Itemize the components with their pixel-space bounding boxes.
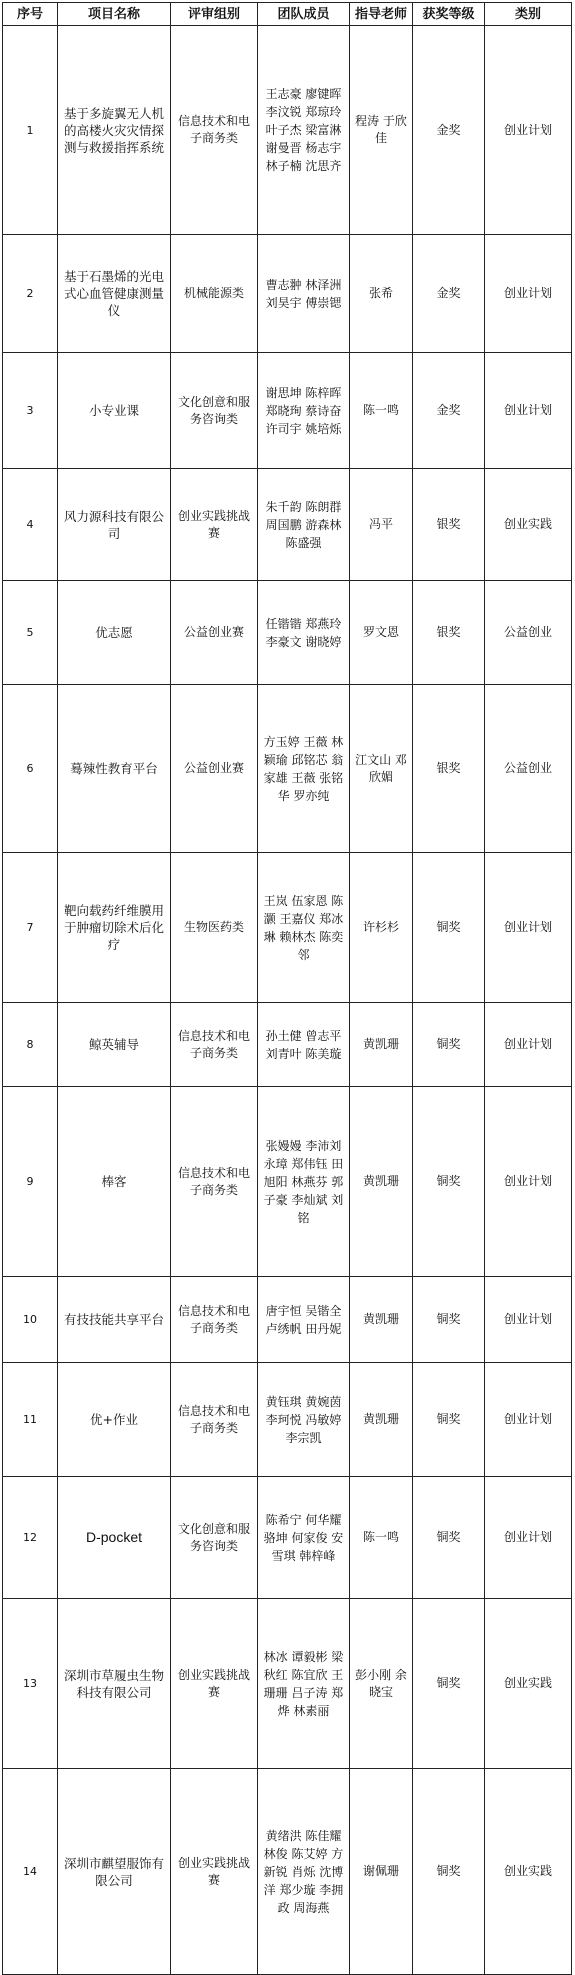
cell-group: 创业实践挑战赛: [171, 469, 258, 581]
cell-category: 创业计划: [485, 1477, 572, 1599]
cell-index: 2: [3, 235, 58, 353]
cell-category: 创业计划: [485, 353, 572, 469]
table-row: [3, 1277, 572, 1363]
cell-group: 信息技术和电子商务类: [171, 1363, 258, 1477]
cell-team: 朱千韵 陈朗群 周国鹏 游森林 陈盛强: [258, 469, 350, 581]
cell-team: 王岚 伍家恩 陈灏 王嘉仪 郑冰琳 赖林杰 陈奕邻: [258, 853, 350, 1003]
header-team: 团队成员: [258, 3, 350, 26]
cell-team: 谢思坤 陈梓晖 郑晓珣 蔡诗奋 许司宇 姚培烁: [258, 353, 350, 469]
cell-advisor: 陈一鸣: [350, 1477, 413, 1599]
cell-advisor: 冯平: [350, 469, 413, 581]
cell-index: 8: [3, 1003, 58, 1087]
cell-award: 银奖: [413, 469, 485, 581]
cell-team: 曹志翀 林泽洲 刘昊宇 傅崇锶: [258, 235, 350, 353]
table-row: [3, 469, 572, 581]
cell-index: 6: [3, 685, 58, 853]
cell-award: 金奖: [413, 26, 485, 235]
cell-category: 公益创业: [485, 581, 572, 685]
cell-advisor: 陈一鸣: [350, 353, 413, 469]
cell-advisor: 张希: [350, 235, 413, 353]
cell-advisor: 黄凯珊: [350, 1363, 413, 1477]
header-advisor: 指导老师: [350, 3, 413, 26]
cell-group: 创业实践挑战赛: [171, 1769, 258, 1975]
cell-advisor: 黄凯珊: [350, 1277, 413, 1363]
cell-index: 4: [3, 469, 58, 581]
cell-project: 小专业课: [58, 353, 171, 469]
table-row: [3, 353, 572, 469]
cell-award: 铜奖: [413, 1769, 485, 1975]
table-row: [3, 26, 572, 235]
cell-index: 7: [3, 853, 58, 1003]
cell-project: 蓦辣性教育平台: [58, 685, 171, 853]
cell-award: 金奖: [413, 353, 485, 469]
table-row: [3, 1087, 572, 1277]
cell-advisor: 彭小刚 余晓宝: [350, 1599, 413, 1769]
cell-award: 铜奖: [413, 1599, 485, 1769]
cell-group: 信息技术和电子商务类: [171, 1087, 258, 1277]
table-row: [3, 853, 572, 1003]
table-row: [3, 1003, 572, 1087]
cell-group: 公益创业赛: [171, 581, 258, 685]
cell-group: 信息技术和电子商务类: [171, 26, 258, 235]
cell-team: 黄绪洪 陈佳耀 林俊 陈艾婷 方新锐 肖烁 沈博洋 郑少璇 李拥政 周海燕: [258, 1769, 350, 1975]
cell-advisor: 黄凯珊: [350, 1003, 413, 1087]
cell-team: 王志豪 廖键晖 李汶锐 郑琼玲 叶子杰 梁富淋 谢曼晋 杨志宇 林子楠 沈思齐: [258, 26, 350, 235]
header-group: 评审组别: [171, 3, 258, 26]
cell-index: 14: [3, 1769, 58, 1975]
cell-category: 创业计划: [485, 1003, 572, 1087]
table-row: [3, 581, 572, 685]
cell-award: 银奖: [413, 685, 485, 853]
cell-award: 铜奖: [413, 1087, 485, 1277]
header-award: 获奖等级: [413, 3, 485, 26]
cell-team: 张嫚嫚 李沛刘永璋 郑伟钰 田旭阳 林燕芬 郭子豪 李灿斌 刘铭: [258, 1087, 350, 1277]
table-row: [3, 1599, 572, 1769]
cell-category: 创业计划: [485, 1277, 572, 1363]
cell-group: 文化创意和服务咨询类: [171, 353, 258, 469]
cell-award: 金奖: [413, 235, 485, 353]
table-row: [3, 685, 572, 853]
cell-group: 信息技术和电子商务类: [171, 1003, 258, 1087]
cell-team: 陈希宁 何华耀 骆坤 何家俊 安雪琪 韩梓峰: [258, 1477, 350, 1599]
cell-index: 1: [3, 26, 58, 235]
cell-advisor: 罗文恩: [350, 581, 413, 685]
cell-category: 创业计划: [485, 853, 572, 1003]
cell-project: 深圳市草履虫生物科技有限公司: [58, 1599, 171, 1769]
cell-project: 有技技能共享平台: [58, 1277, 171, 1363]
cell-index: 12: [3, 1477, 58, 1599]
cell-advisor: 许杉杉: [350, 853, 413, 1003]
cell-team: 方玉婷 王薇 林颖瑜 邱铭芯 翁家雄 王薇 张铭华 罗亦纯: [258, 685, 350, 853]
table-row: [3, 235, 572, 353]
cell-advisor: 谢佩珊: [350, 1769, 413, 1975]
cell-category: 创业实践: [485, 469, 572, 581]
cell-award: 铜奖: [413, 1277, 485, 1363]
cell-group: 机械能源类: [171, 235, 258, 353]
cell-category: 创业计划: [485, 1363, 572, 1477]
cell-category: 创业实践: [485, 1769, 572, 1975]
header-index: 序号: [3, 3, 58, 26]
cell-team: 任锴锴 郑燕玲 李豪文 谢晓婷: [258, 581, 350, 685]
cell-advisor: 黄凯珊: [350, 1087, 413, 1277]
cell-advisor: 江文山 邓欣媚: [350, 685, 413, 853]
header-project: 项目名称: [58, 3, 171, 26]
table-row: [3, 1363, 572, 1477]
cell-team: 唐宇恒 吴锴全 卢绣帆 田丹妮: [258, 1277, 350, 1363]
cell-project: 深圳市麒望服饰有限公司: [58, 1769, 171, 1975]
cell-group: 生物医药类: [171, 853, 258, 1003]
cell-category: 公益创业: [485, 685, 572, 853]
cell-project: 基于石墨烯的光电式心血管健康测量仪: [58, 235, 171, 353]
cell-index: 11: [3, 1363, 58, 1477]
cell-project: 优志愿: [58, 581, 171, 685]
cell-award: 铜奖: [413, 1363, 485, 1477]
header-category: 类别: [485, 3, 572, 26]
cell-project: 靶向载药纤维膜用于肿瘤切除术后化疗: [58, 853, 171, 1003]
cell-team: 孙土健 曾志平 刘青叶 陈美璇: [258, 1003, 350, 1087]
cell-award: 铜奖: [413, 853, 485, 1003]
cell-project: D-pocket: [58, 1477, 171, 1599]
cell-project: 基于多旋翼无人机的高楼火灾灾情探测与救援指挥系统: [58, 26, 171, 235]
cell-team: 林冰 谭毅彬 梁秋红 陈宜欣 王珊珊 吕子涛 郑烨 林素丽: [258, 1599, 350, 1769]
cell-category: 创业实践: [485, 1599, 572, 1769]
cell-award: 银奖: [413, 581, 485, 685]
cell-advisor: 程涛 于欣佳: [350, 26, 413, 235]
cell-index: 10: [3, 1277, 58, 1363]
awards-table: [2, 2, 572, 1975]
cell-project: 棒客: [58, 1087, 171, 1277]
cell-project: 风力源科技有限公司: [58, 469, 171, 581]
cell-award: 铜奖: [413, 1477, 485, 1599]
cell-index: 5: [3, 581, 58, 685]
cell-category: 创业计划: [485, 235, 572, 353]
cell-index: 13: [3, 1599, 58, 1769]
cell-team: 黄钰琪 黄婉茵 李珂悦 冯敏婷 李宗凯: [258, 1363, 350, 1477]
cell-group: 创业实践挑战赛: [171, 1599, 258, 1769]
cell-index: 3: [3, 353, 58, 469]
cell-index: 9: [3, 1087, 58, 1277]
table-header-row: [3, 3, 572, 26]
cell-group: 公益创业赛: [171, 685, 258, 853]
cell-award: 铜奖: [413, 1003, 485, 1087]
table-row: [3, 1477, 572, 1599]
cell-group: 文化创意和服务咨询类: [171, 1477, 258, 1599]
table-row: [3, 1769, 572, 1975]
cell-group: 信息技术和电子商务类: [171, 1277, 258, 1363]
cell-project: 鲸英辅导: [58, 1003, 171, 1087]
cell-project: 优+作业: [58, 1363, 171, 1477]
cell-category: 创业计划: [485, 26, 572, 235]
cell-category: 创业计划: [485, 1087, 572, 1277]
